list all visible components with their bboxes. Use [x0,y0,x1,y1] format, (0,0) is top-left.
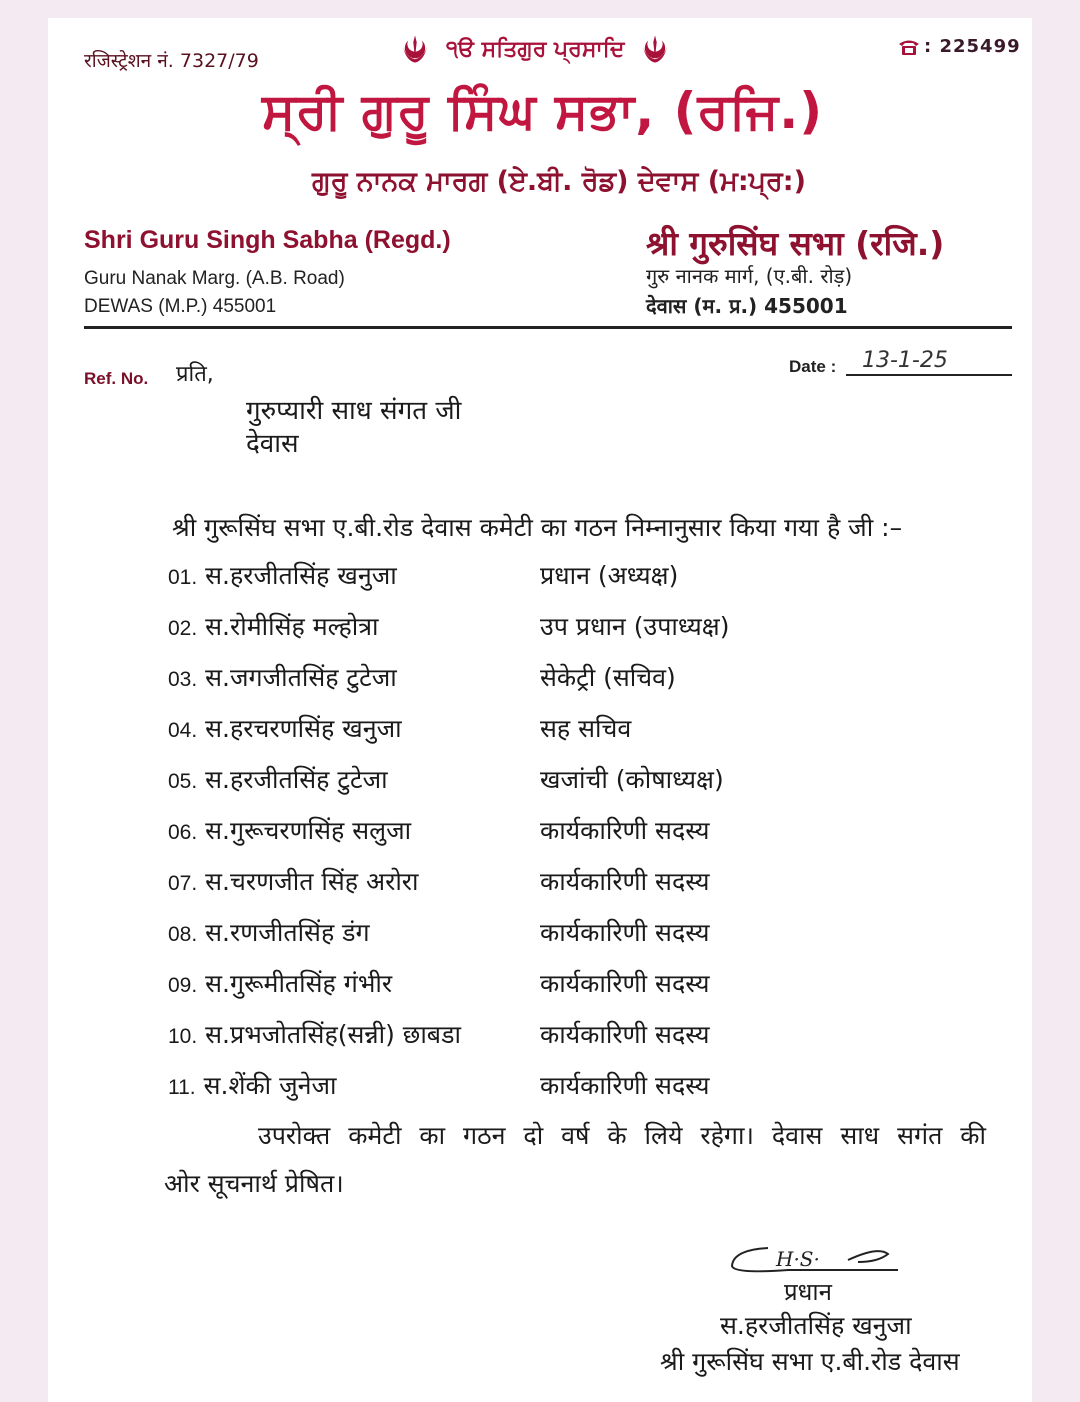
date-value: 13-1-25 [862,348,948,373]
org-address-english-line1: Guru Nanak Marg. (A.B. Road) [84,268,345,289]
mool-mantar-banner [398,32,672,66]
signatory-name: स.हरजीतसिंह खनुजा [720,1311,912,1340]
ref-number-label: Ref. No. [84,369,149,388]
org-address-punjabi: ਗੁਰੂ ਨਾਨਕ ਮਾਰਗ (ਏ.ਬੀ. ਰੋਡ) ਦੇਵਾਸ (ਮ:ਪ੍ਰ:) [312,166,806,197]
mool-mantar-text: ੧ੳ ਸਤਿਗੁਰ ਪ੍ਰਸਾਦਿ [446,36,625,62]
org-title-english: Shri Guru Singh Sabha (Regd.) [84,226,451,254]
member-post: प्रधान (अध्यक्ष) [540,561,679,590]
recipient-line1: गुरुप्यारी साध संगत जी [246,396,462,426]
salutation: प्रति, [176,362,214,387]
member-row [168,660,788,700]
org-address-hindi-line2: देवास (म. प्र.) 455001 [646,294,848,318]
member-post: कार्यकारिणी सदस्य [540,1071,710,1100]
khanda-icon [638,32,672,66]
date-label: Date : [789,357,837,376]
signatory-organization: श्री गुरूसिंघ सभा ए.बी.रोड देवास [660,1347,960,1376]
member-post: कार्यकारिणी सदस्य [540,969,710,998]
member-post: कार्यकारिणी सदस्य [540,867,710,896]
date-underline [846,374,1012,376]
phone-value: : 225499 [924,36,1021,57]
org-title-hindi: श्री गुरुसिंघ सभा (रजि.) [646,224,945,263]
member-name: 10. स.प्रभजोतसिंह(सन्नी) छाबडा [168,1020,461,1049]
org-address-english-line2: DEWAS (M.P.) 455001 [84,296,277,317]
member-name: 11. स.शेंकी जुनेजा [168,1071,337,1100]
member-post: उप प्रधान (उपाध्यक्ष) [540,612,730,641]
member-row [168,711,788,751]
member-name: 05. स.हरजीतसिंह टुटेजा [168,765,388,794]
member-post: कार्यकारिणी सदस्य [540,816,710,845]
phone-number [898,36,1021,57]
svg-text:H·S·: H·S· [776,1247,820,1271]
member-row [168,864,788,904]
member-row [168,966,788,1006]
org-address-hindi-line1: गुरु नानक मार्ग, (ए.बी. रोड़) [646,264,853,288]
member-row [168,1068,788,1108]
member-name: 01. स.हरजीतसिंह खनुजा [168,561,397,590]
recipient-line2: देवास [246,429,299,459]
member-post: सेकेट्री (सचिव) [540,663,676,692]
closing-line2: ओर सूचनार्थ प्रेषित। [164,1169,344,1198]
member-row [168,915,788,955]
member-row [168,1017,788,1057]
member-name: 04. स.हरचरणसिंह खनुजा [168,714,402,743]
intro-paragraph: श्री गुरूसिंघ सभा ए.बी.रोड देवास कमेटी का गठन निम्नानुसार किया गया है जी :– [172,513,903,542]
member-name: 06. स.गुरूचरणसिंह सलुजा [168,816,412,845]
telephone-icon [898,38,920,56]
closing-line1: उपरोक्त कमेटी का गठन दो वर्ष के लिये रहेगा। देवास साध सगंत की [258,1121,986,1150]
member-name: 03. स.जगजीतसिंह टुटेजा [168,663,397,692]
member-post: सह सचिव [540,714,632,743]
member-name: 07. स.चरणजीत सिंह अरोरा [168,867,419,896]
signatory-title: प्रधान [784,1278,832,1306]
member-name: 02. स.रोमीसिंह मल्होत्रा [168,612,379,641]
member-post: खजांची (कोषाध्यक्ष) [540,765,724,794]
org-title-punjabi: ਸ੍ਰੀ ਗੁਰੂ ਸਿੰਘ ਸਭਾ, (ਰਜਿ.) [262,82,824,140]
khanda-icon [398,32,432,66]
signature-icon [728,1240,908,1280]
member-name: 08. स.रणजीतसिंह डंग [168,918,370,947]
member-post: कार्यकारिणी सदस्य [540,918,710,947]
registration-number: रजिस्ट्रेशन नं. 7327/79 [84,50,259,72]
member-row [168,558,788,598]
member-row [168,813,788,853]
member-post: कार्यकारिणी सदस्य [540,1020,710,1049]
letterhead-divider [84,326,1012,329]
member-row [168,609,788,649]
member-row [168,762,788,802]
member-name: 09. स.गुरूमीतसिंह गंभीर [168,969,393,998]
